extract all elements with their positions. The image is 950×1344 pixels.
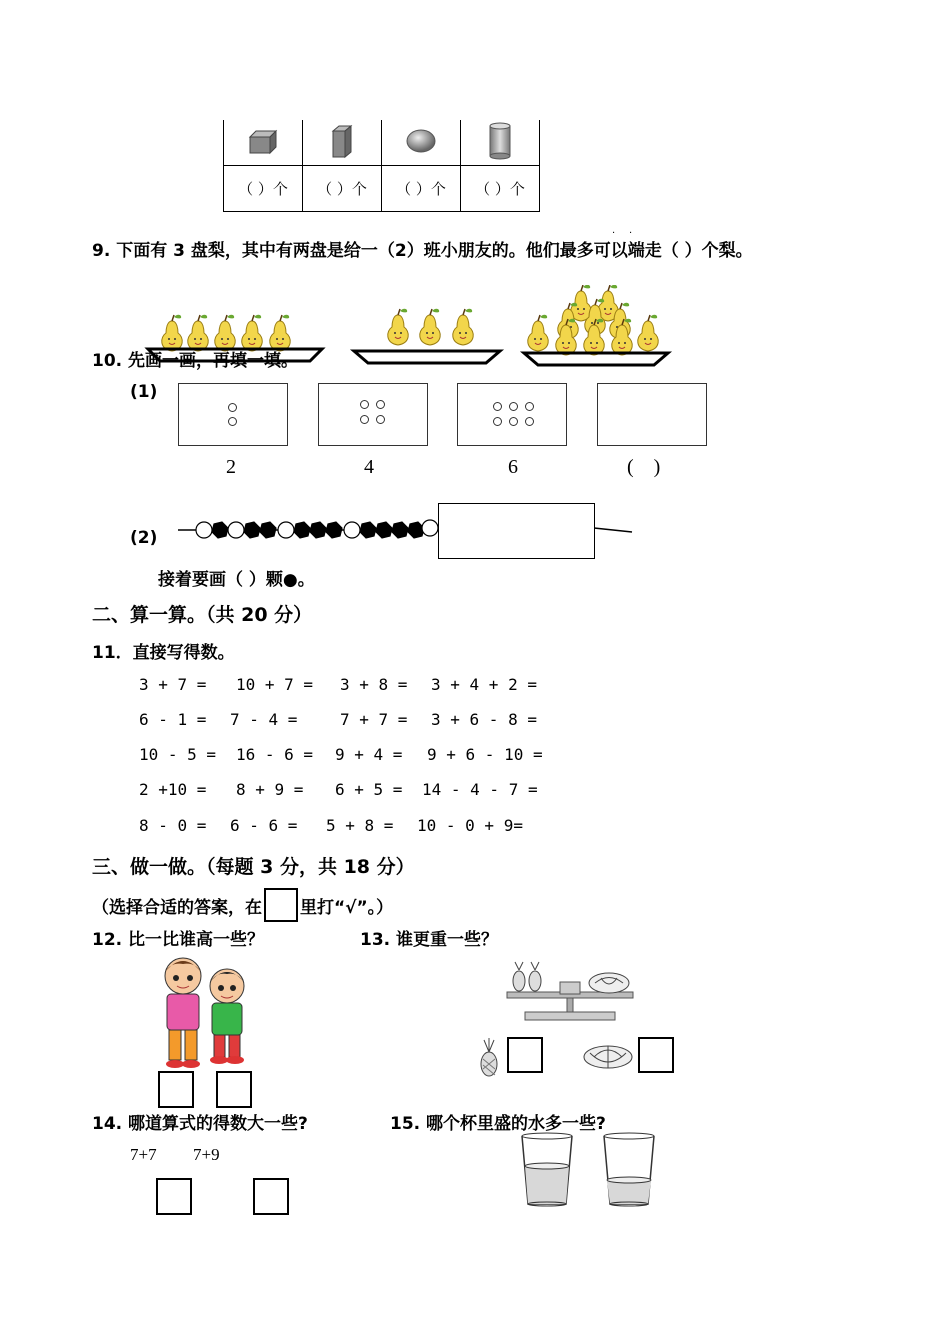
shape-cell [382, 120, 461, 166]
equation: 3 + 8 = [340, 675, 408, 694]
balance-scale-illustration [505, 958, 635, 1024]
question-15-title: 15. 哪个杯里盛的水多一些? [390, 1114, 606, 1134]
equation: 9 + 4 = [335, 745, 403, 764]
equation: 8 - 0 = [139, 816, 207, 835]
part-2-label: (2) [130, 528, 158, 548]
equation: 10 - 5 = [139, 745, 217, 764]
pear-plate-2 [354, 309, 500, 363]
bead-question: 接着要画（ ）颗●。 [158, 570, 315, 590]
count-blank[interactable]: （ ）个 [382, 166, 461, 212]
two-children-illustration [155, 952, 255, 1072]
expression-b: 7+9 [193, 1145, 220, 1164]
dot [360, 400, 369, 409]
pumpkin-icon [582, 1043, 634, 1069]
equation: 7 + 7 = [340, 710, 408, 729]
sphere-icon [404, 127, 438, 155]
child-right [210, 969, 244, 1064]
equation: 14 - 4 - 7 = [422, 780, 538, 799]
instruction-suffix: 里打“√”。） [300, 897, 394, 918]
count-blank[interactable]: （ ）个 [224, 166, 303, 212]
question-9: 9. 下面有 3 盘梨，其中有两盘是给一（2）班小朋友的。他们最多可以端走（ ）个梨。 [92, 241, 753, 261]
equation: 6 - 6 = [230, 816, 298, 835]
box-number-2: 4 [364, 456, 374, 478]
shape-cell [303, 120, 382, 166]
equation: 10 - 0 + 9= [417, 816, 523, 835]
cuboid-icon [327, 123, 357, 159]
dot [376, 400, 385, 409]
pineapple-icon [478, 1037, 500, 1077]
section-2-title: 二、算一算。（共 20 分） [92, 604, 313, 626]
equation: 6 + 5 = [335, 780, 403, 799]
draw-box-answer[interactable] [597, 383, 707, 446]
question-12-title: 12. 比一比谁高一些？ [92, 930, 265, 950]
dot [493, 417, 502, 426]
equation: 3 + 6 - 8 = [431, 710, 537, 729]
dot [509, 402, 518, 411]
equation: 16 - 6 = [236, 745, 314, 764]
equation: 2 +10 = [139, 780, 207, 799]
expression-a: 7+7 [130, 1145, 157, 1164]
dot [228, 417, 237, 426]
box-number-answer[interactable]: ( ) [627, 456, 661, 478]
equation: 9 + 6 - 10 = [427, 745, 543, 764]
section-3-instruction [92, 888, 393, 922]
box-number-1: 2 [226, 456, 236, 478]
cup-left [522, 1133, 572, 1206]
dot [228, 403, 237, 412]
water-cups-illustration [518, 1132, 658, 1208]
section-3-title: 三、做一做。（每题 3 分，共 18 分） [92, 856, 415, 878]
cylinder-icon [486, 121, 514, 161]
answer-box-taller-right[interactable] [216, 1071, 252, 1108]
question-11-title: 11．直接写得数。 [92, 643, 235, 663]
cup-right [604, 1133, 654, 1206]
shape-cell [461, 120, 540, 166]
answer-box-pineapple[interactable] [507, 1037, 543, 1073]
answer-box-pumpkin[interactable] [638, 1037, 674, 1073]
dot [509, 417, 518, 426]
child-left [165, 958, 201, 1068]
dot [360, 415, 369, 424]
emphasis-dot: · [612, 228, 616, 239]
question-10-title: 10. 先画一画，再填一填。 [92, 351, 299, 371]
dot [525, 417, 534, 426]
instruction-prefix: （选择合适的答案，在 [92, 897, 262, 918]
equation: 10 + 7 = [236, 675, 314, 694]
dot [493, 402, 502, 411]
equation: 3 + 7 = [139, 675, 207, 694]
checkbox-example-icon [264, 888, 298, 922]
part-1-label: (1) [130, 382, 158, 402]
dot [525, 402, 534, 411]
answer-box-expr-b[interactable] [253, 1178, 289, 1215]
answer-box-taller-left[interactable] [158, 1071, 194, 1108]
equation: 3 + 4 + 2 = [431, 675, 537, 694]
pear-plate-3 [524, 285, 668, 365]
equation: 5 + 8 = [326, 816, 394, 835]
emphasis-dot: · [629, 228, 633, 239]
dot-box-1 [178, 383, 288, 446]
shape-count-table [223, 120, 540, 212]
count-blank[interactable]: （ ）个 [461, 166, 540, 212]
equation: 7 - 4 = [230, 710, 298, 729]
dot-box-3 [457, 383, 567, 446]
shape-cell [224, 120, 303, 166]
dot [376, 415, 385, 424]
dot-box-2 [318, 383, 428, 446]
bead-answer-box[interactable] [438, 503, 595, 559]
equation: 8 + 9 = [236, 780, 304, 799]
question-14-title: 14. 哪道算式的得数大一些? [92, 1114, 308, 1134]
equation: 6 - 1 = [139, 710, 207, 729]
box-number-3: 6 [508, 456, 518, 478]
cube-icon [246, 127, 280, 155]
question-13-title: 13. 谁更重一些？ [360, 930, 499, 950]
count-blank[interactable]: （ ）个 [303, 166, 382, 212]
answer-box-expr-a[interactable] [156, 1178, 192, 1215]
